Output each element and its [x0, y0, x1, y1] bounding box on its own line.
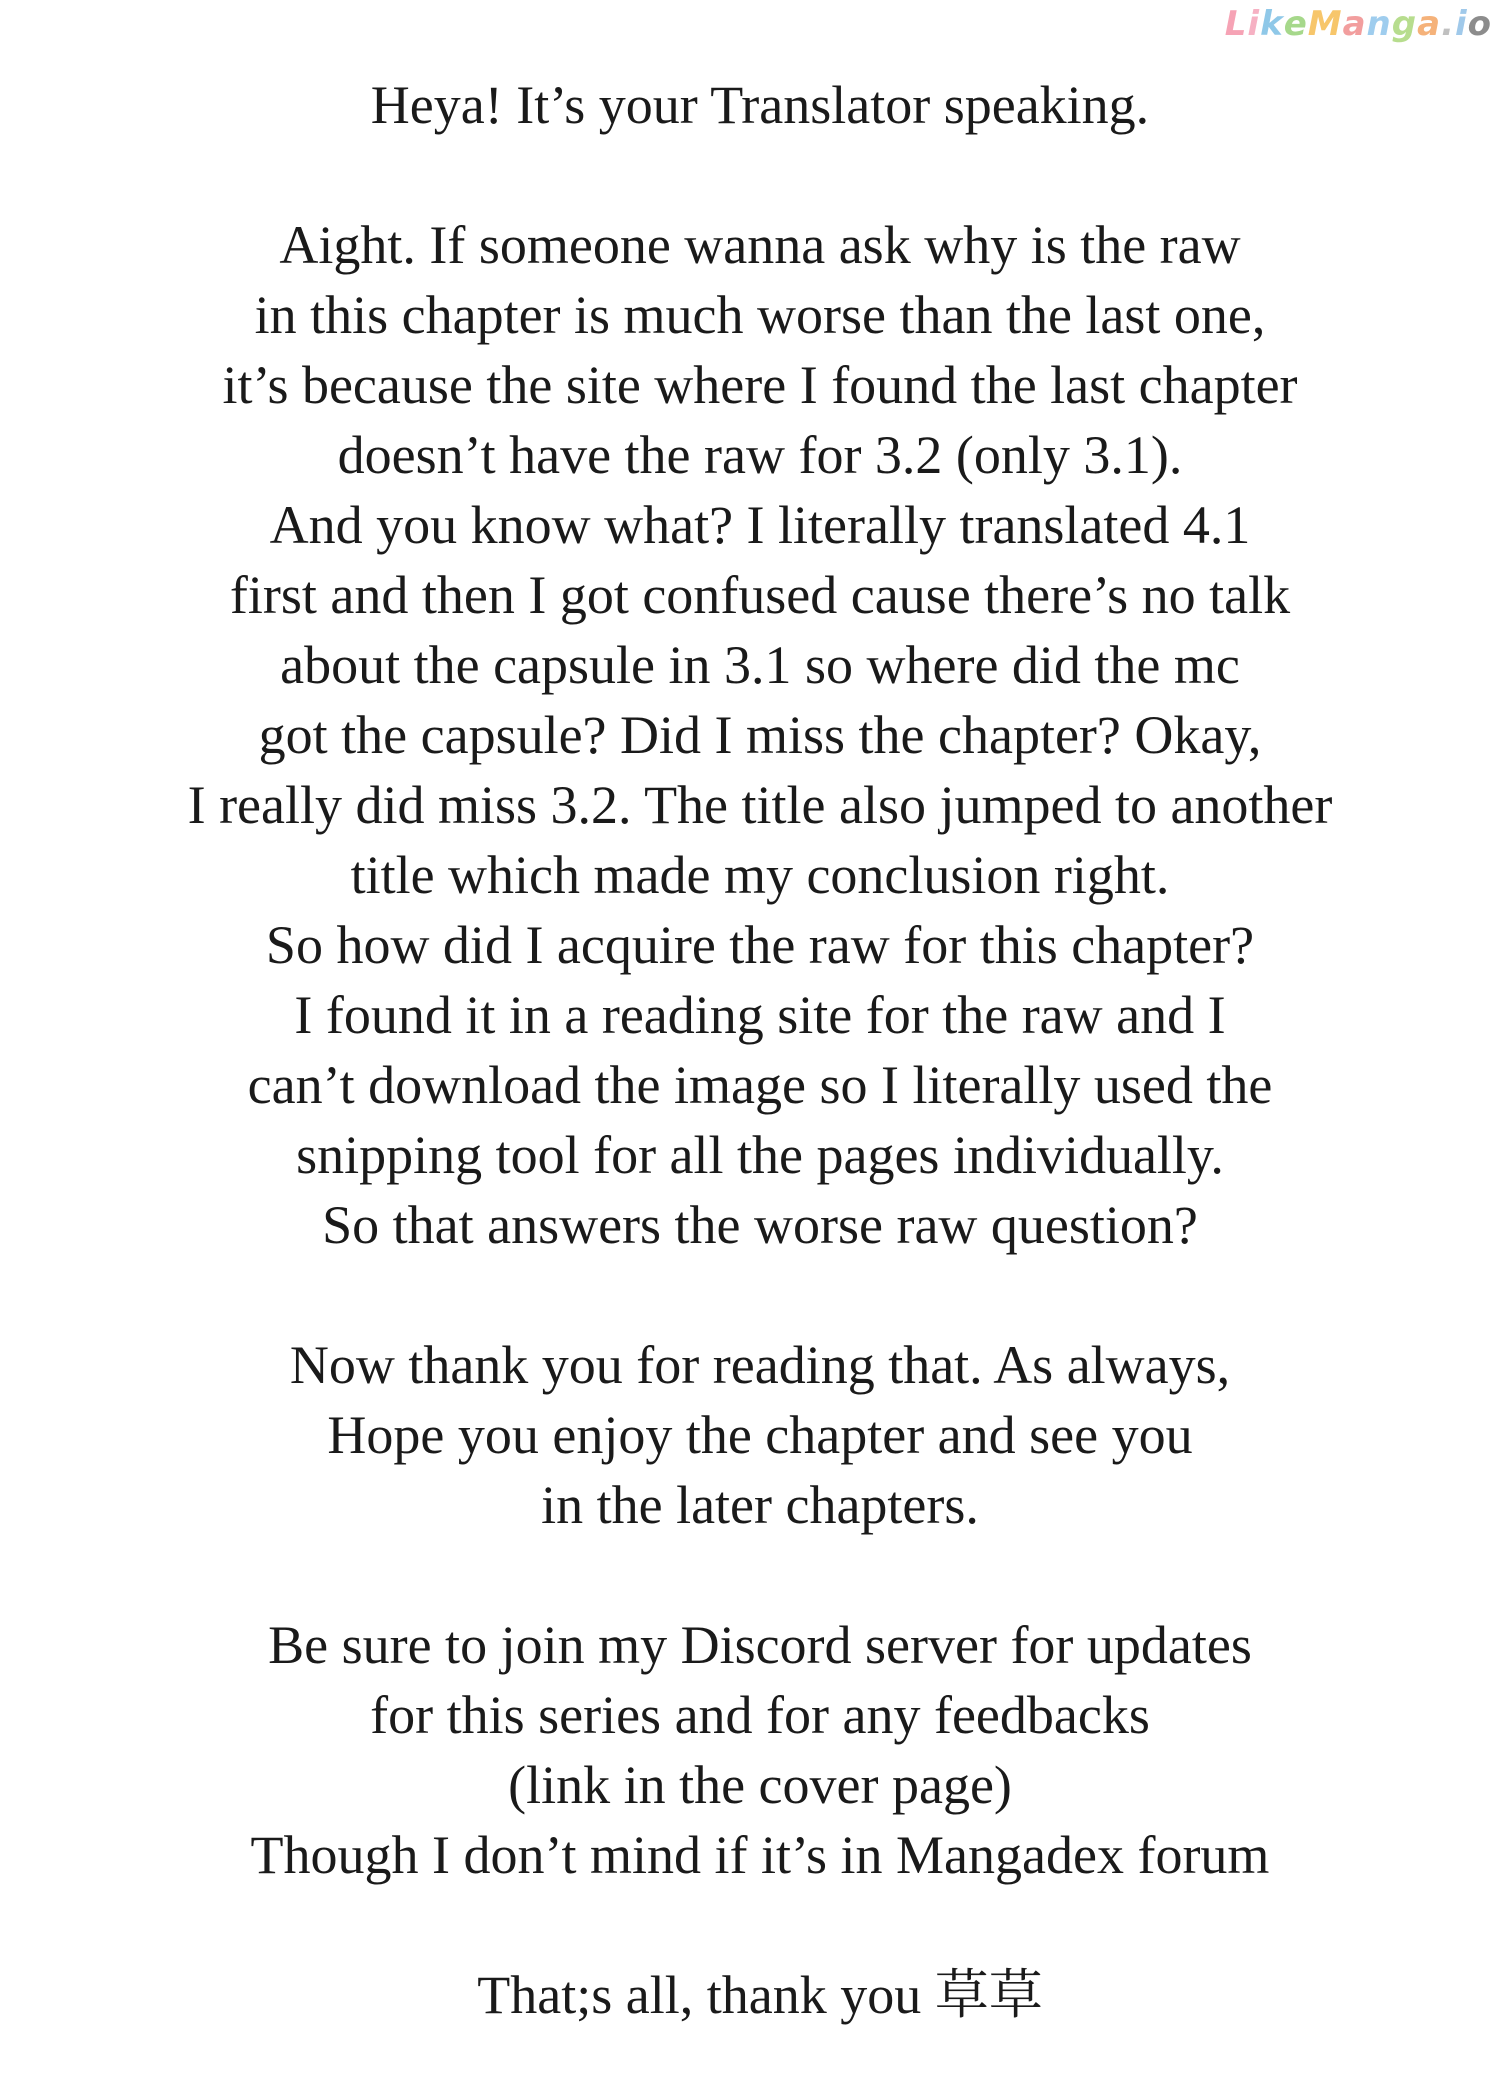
- watermark-letter: i: [1247, 4, 1261, 44]
- text-line: Be sure to join my Discord server for updates: [268, 1615, 1252, 1675]
- text-line: it’s because the site where I found the last chapter: [222, 355, 1298, 415]
- text-line: So how did I acquire the raw for this chapter?: [265, 915, 1255, 975]
- watermark-letter: e: [1283, 4, 1308, 44]
- text-line: about the capsule in 3.1 so where did the mc: [280, 635, 1240, 695]
- watermark-letter: .: [1441, 4, 1455, 44]
- closing-line: That;s all, thank you 草草: [477, 1965, 1043, 2025]
- translator-note: [0, 70, 1500, 2030]
- text-line: title which made my conclusion right.: [350, 845, 1170, 905]
- paragraph-gap: [0, 1260, 1500, 1330]
- text-line: got the capsule? Did I miss the chapter? Okay,: [258, 705, 1262, 765]
- text-line: for this series and for any feedbacks: [370, 1685, 1150, 1745]
- paragraph-gap: [0, 1540, 1500, 1610]
- watermark-letter: L: [1224, 4, 1248, 44]
- watermark-letter: a: [1417, 4, 1442, 44]
- text-line: snipping tool for all the pages individually.: [296, 1125, 1224, 1185]
- watermark-letter: n: [1366, 4, 1392, 44]
- text-line: Aight. If someone wanna ask why is the raw: [279, 215, 1241, 275]
- text-line: (link in the cover page): [508, 1755, 1012, 1815]
- watermark-letter: i: [1454, 4, 1468, 44]
- greeting-line: Heya! It’s your Translator speaking.: [370, 75, 1150, 135]
- paragraph-discord: [0, 1610, 1500, 1890]
- watermark-letter: o: [1467, 4, 1492, 44]
- text-line: can’t download the image so I literally used the: [247, 1055, 1273, 1115]
- watermark-letter: k: [1260, 4, 1284, 44]
- watermark-letter: M: [1307, 4, 1343, 44]
- text-line: So that answers the worse raw question?: [322, 1195, 1198, 1255]
- text-line: Hope you enjoy the chapter and see you: [327, 1405, 1193, 1465]
- text-line: in the later chapters.: [541, 1475, 979, 1535]
- text-line: I found it in a reading site for the raw and I: [294, 985, 1226, 1045]
- text-line: in this chapter is much worse than the last one,: [254, 285, 1266, 345]
- text-line: doesn’t have the raw for 3.2 (only 3.1).: [337, 425, 1183, 485]
- paragraph-raw-explanation: [0, 210, 1500, 1260]
- watermark-logo: [1225, 4, 1492, 44]
- paragraph-gap: [0, 1890, 1500, 1960]
- watermark-letter: g: [1391, 4, 1418, 44]
- text-line: Though I don’t mind if it’s in Mangadex forum: [250, 1825, 1270, 1885]
- text-line: first and then I got confused cause there’s no talk: [229, 565, 1291, 625]
- text-line: Now thank you for reading that. As always,: [289, 1335, 1231, 1395]
- watermark-letter: a: [1342, 4, 1367, 44]
- text-line: And you know what? I literally translated 4.1: [269, 495, 1251, 555]
- paragraph-gap: [0, 140, 1500, 210]
- paragraph-thanks: [0, 1330, 1500, 1540]
- text-line: I really did miss 3.2. The title also jumped to another: [187, 775, 1333, 835]
